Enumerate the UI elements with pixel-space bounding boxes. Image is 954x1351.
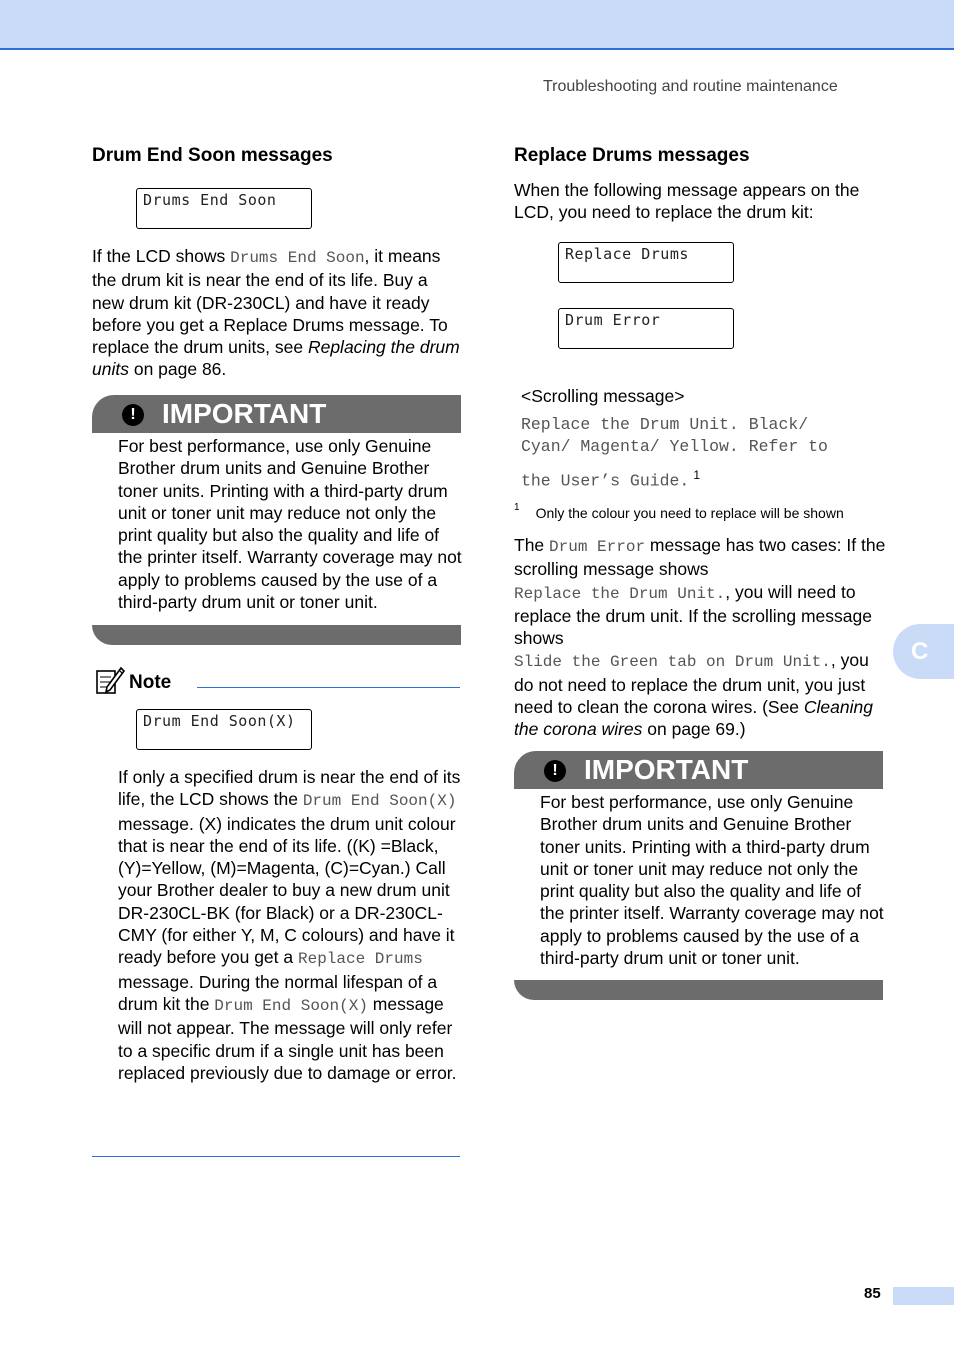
footnote: $^1$ Only the colour you need to replace will be shown <box>514 502 844 521</box>
important-box-footer-left <box>92 625 461 645</box>
important-box-body-left: For best performance, use only Genuine Brother drum units and Genuine Brother toner units. Printing with a third-party drum unit or toner unit may reduce not only the print quality but also the quality and life of the printer itself. Warranty coverage may not apply to problems caused by the use of a third-party drum unit or toner unit. <box>118 436 462 613</box>
lcd-display-drums-end-soon: Drums End Soon <box>136 188 312 229</box>
note-end-divider <box>92 1156 460 1157</box>
note-label: Note <box>129 672 172 693</box>
page-number-bar <box>893 1287 954 1305</box>
section-title-replace-drums: Replace Drums messages <box>514 145 750 166</box>
page-number: 85 <box>864 1285 881 1302</box>
exclamation-icon: ! <box>544 760 566 782</box>
important-box-footer-right <box>514 980 883 1000</box>
running-head: Troubleshooting and routine maintenance <box>543 78 838 95</box>
cross-reference-link[interactable]: Replacing the drum units <box>92 337 460 380</box>
scrolling-message-label: <Scrolling message> <box>521 386 685 406</box>
note-divider <box>197 687 460 688</box>
cross-reference-link[interactable]: Cleaning the corona wires <box>514 697 873 740</box>
important-box-body-right: For best performance, use only Genuine Brother drum units and Genuine Brother toner units. Printing with a third-party drum unit or toner unit may reduce not only the print quality but also the quality and life of the printer itself. Warranty coverage may not apply to problems caused by the use of a third-party drum unit or toner unit. <box>540 792 884 969</box>
drum-error-paragraph: The Drum Error message has two cases: If the scrolling message shows Replace the Drum Unit., you will need to replace the drum unit. If the scrolling message shows Slide the Green tab on Drum Unit., you do not need to replace the drum unit, you just need to clean the corona wires. (See Cleaning the corona wires on page 69.) <box>514 535 886 740</box>
top-banner <box>0 0 954 50</box>
replace-drums-intro: When the following message appears on the LCD, you need to replace the drum kit: <box>514 180 860 223</box>
note-pencil-icon <box>95 665 125 695</box>
lcd-display-drum-error: Drum Error <box>558 308 734 349</box>
footnote-marker: 1 <box>693 467 701 482</box>
exclamation-icon: ! <box>122 404 144 426</box>
lcd-display-drum-end-soon-x: Drum End Soon(X) <box>136 709 312 750</box>
section-title-drum-end-soon: Drum End Soon messages <box>92 145 333 166</box>
important-box-header-right: ! IMPORTANT <box>514 751 883 789</box>
chapter-tab-c[interactable]: C <box>893 624 954 679</box>
lcd-display-replace-drums: Replace Drums <box>558 242 734 283</box>
note-paragraph: If only a specified drum is near the end of its life, the LCD shows the Drum End Soon(X) message. (X) indicates the drum unit colour that is near the end of its life. ((K) =Black, (Y)=Yellow, (M)=Magenta, (C)=Cyan.) Call your Brother dealer to buy a new drum unit DR-230CL-BK (for Black) or a DR-230CL-CMY (for either Y, M, C colours) and have it ready before you get a Replace Drums message. During the normal lifespan of a drum kit the Drum End Soon(X) message will not appear. The message will only refer to a specific drum if a single unit has been replaced previously due to damage or error. <box>118 767 461 1083</box>
drum-end-soon-paragraph: If the LCD shows Drums End Soon, it means the drum kit is near the end of its life. Buy a new drum kit (DR-230CL) and have it ready before you get a Replace Drums message. To replace the drum units, see Replacing the drum units on page 86. <box>92 246 460 380</box>
important-box-header-left: ! IMPORTANT <box>92 395 461 433</box>
scrolling-message-text: Replace the Drum Unit. Black/ Cyan/ Magenta/ Yellow. Refer to the User’s Guide. $^1$ <box>521 415 828 491</box>
